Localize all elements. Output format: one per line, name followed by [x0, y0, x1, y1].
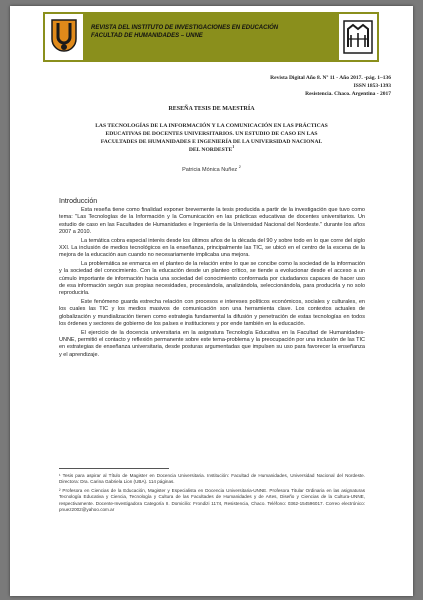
footnotes — [59, 468, 365, 515]
journal-name — [91, 24, 331, 40]
introduction-heading: Introducción — [59, 198, 98, 205]
footnote-divider — [59, 468, 169, 469]
publication-location: Resistencia. Chaco. Argentina - 2017 — [305, 91, 391, 97]
author-line — [10, 167, 413, 173]
unne-logo-icon — [45, 14, 83, 60]
publication-info — [270, 74, 391, 98]
journal-name-line1: REVISTA DEL INSTITUTO DE INVESTIGACIONES EN EDUCACIÓN — [91, 25, 279, 31]
footnote-2: ² Profesora en Ciencias de la Educación, Magister y Especialista en Docencia Universitaria-UNNE. Profesora Titular Ordinaria en las asignaturas Tecnología Educativa y Ciencia, Tecnología y Cultura de las Facultades de Humanidades y de Artes, Diseño y Ciencias de la Cultura-UNNE, respectivamente. Docente-Investigadora Categoría II. Domicilio: Frondizi 1174, Resistencia, Chaco. Teléfono: 0362-154596017. Correo electrónico: pnuez2002@yahoo.com.ar — [59, 487, 365, 513]
faculty-emblem-icon — [339, 14, 377, 60]
publication-info-line1: Revista Digital Año 8. Nº 11 - Año 2017. -pág. 1–136 — [270, 75, 391, 81]
article-title-line1: LAS TECNOLOGÍAS DE LA INFORMACIÓN Y LA COMUNICACIÓN EN LAS PRÁCTICAS — [95, 123, 328, 129]
body-paragraph: Esta reseña tiene como finalidad exponer brevemente la tesis producida a partir de la investigación que tuvo como tema: "Las Tecnologías de la Información y la Comunicación en las prácticas educativas de docentes universitarios. Un estudio de caso en las Facultades de Humanidades e Ingeniería de la Universidad Nacional del Nordeste." durante los años 2007 a 2010. — [59, 207, 365, 235]
article-body — [59, 198, 365, 360]
author-name: Patricia Mónica Nuñez — [182, 167, 238, 173]
body-paragraph: La problemática se enmarca en el planteo de la relación entre lo que se concibe como la sociedad de la información y la sociedad del conocimiento. Con la educación desde un planteo crítico, se tiende a evolucionar desde el acceso a un cúmulo importante de información hacia una sociedad del conocimiento conformada por ciudadanos capaces de hacer uso de esa información según sus propias necesidades, procesándola, analizándola, seleccionándola, para producirla y no solo reproducirla. — [59, 261, 365, 297]
title-footnote-mark[interactable]: 1 — [232, 145, 235, 150]
journal-name-line2: FACULTAD DE HUMANIDADES – UNNE — [91, 33, 203, 39]
article-title — [50, 122, 373, 154]
issn: ISSN 1853-1393 — [353, 83, 391, 89]
article-title-line4-text: DEL NORDESTE — [188, 147, 233, 153]
article-title-line4 — [50, 146, 373, 154]
author-footnote-mark[interactable]: 2 — [238, 165, 241, 170]
footnote-1: ¹ Tesis para aspirar al Título de Magister en Docencia Universitaria. Institución: Facultad de Humanidades, Universidad Nacional del Nordeste. Directora: Dra. Carina Gabriela Lion (UBA). 114 páginas. — [59, 473, 365, 485]
article-title-line3: FACULTADES DE HUMANIDADES E INGENIERÍA DE LA UNIVERSIDAD NACIONAL — [100, 139, 323, 145]
journal-header — [43, 12, 379, 62]
body-paragraph: La temática cobra especial interés desde los últimos años de la década del 90 y sobre todo en lo que corre del siglo XXI. La inclusión de medios tecnológicos en la enseñanza, principalmente las TIC, se ubicó en el centro de la escena de la mejora de la educación aun cuando no necesariamente implicaba una mejora. — [59, 237, 365, 259]
body-paragraph: Este fenómeno guarda estrecha relación con procesos e intereses políticos económicos, sociales y culturales, en los cuales las TIC y los medios masivos de comunicación son una herramienta clave. Los contextos actuales de globalización y mundialización tienen como estrategia fundamental la difusión y penetración de estas tecnologías en todos los órdenes y sectores de gobierno de los países e instituciones y por ende también en la educación. — [59, 299, 365, 327]
article-title-line2: EDUCATIVAS DE DOCENTES UNIVERSITARIOS. UN ESTUDIO DE CASO EN LAS — [105, 131, 318, 137]
body-paragraph: El ejercicio de la docencia universitaria en la asignatura Tecnología Educativa en la Facultad de Humanidades-UNNE, permitió el contacto y reflexión permanente sobre este tema-problema y la preocupación por una inclusión de las TIC en estrategias de enseñanza universitaria, desde posturas argumentadas que impulsen su uso para favorecer la enseñanza y el aprendizaje. — [59, 329, 365, 358]
section-title: RESEÑA TESIS DE MAESTRÍA — [168, 106, 255, 112]
document-page — [10, 6, 413, 596]
